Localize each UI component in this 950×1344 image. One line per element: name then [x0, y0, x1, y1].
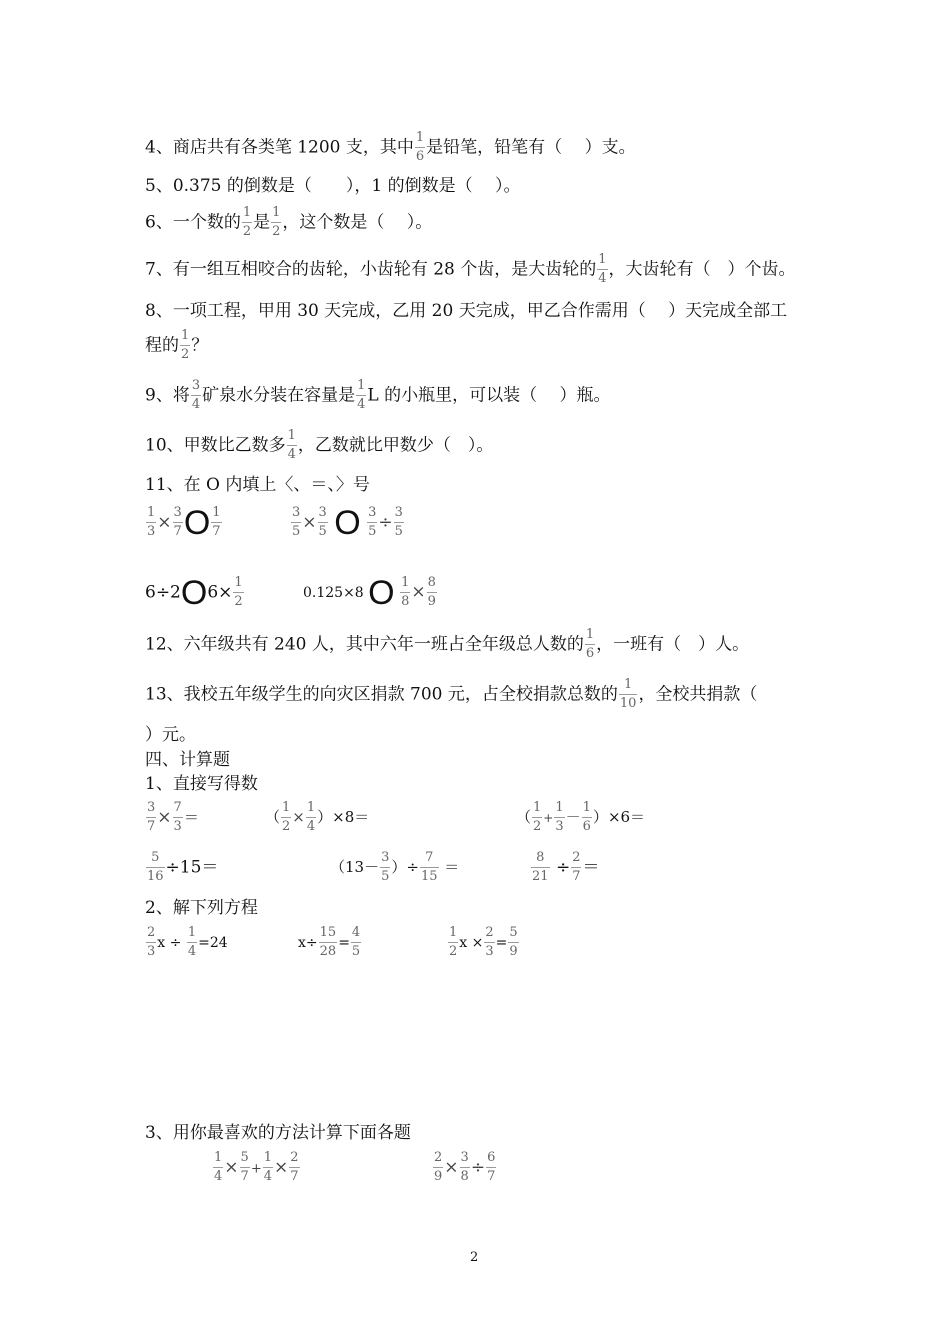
equation-2: x÷ $\frac{15}{28}$ = $\frac{4}{5}$: [298, 925, 361, 960]
q11-expression-4: 0.125×8 O $\frac{1}{8}$ × $\frac{8}{9}$: [303, 573, 436, 612]
question-13-line2: [145, 727, 196, 744]
q11-expression-3: 6÷2O6× $\frac{1}{2}$: [145, 573, 243, 612]
q10-text-a: 10、甲数比乙数多: [145, 435, 286, 456]
calc-5: （13－ $\frac{3}{5}$ ）÷ $\frac{7}{15}$ ＝: [330, 850, 460, 885]
q6-text-mid: 是: [253, 212, 271, 233]
q13-text-line2: ）元。: [145, 725, 196, 745]
q6-fraction-1: $\frac{1}{2}$: [242, 205, 252, 240]
compare-circle[interactable]: O: [183, 503, 211, 542]
q13-fraction: $\frac{1}{10}$: [619, 677, 637, 712]
q10-text-b: ，乙数就比甲数少（ ）。: [297, 435, 494, 456]
subsection-1-title: 1、直接写得数: [145, 774, 258, 794]
q9-text-a: 9、将: [145, 385, 190, 406]
calc-choice-2: $\frac{2}{9}$ × $\frac{3}{8}$ ÷ $\frac{6}{7}$: [434, 1150, 496, 1185]
question-8-line1: [145, 303, 787, 320]
calc-2: （ $\frac{1}{2}$ × $\frac{1}{4}$ ）×8＝: [265, 800, 370, 835]
q9-fraction-2: $\frac{1}{4}$: [357, 378, 366, 413]
q11-text: 11、在 O 内填上〈、＝、〉号: [145, 475, 370, 495]
equation-3: $\frac{1}{2}$ x × $\frac{2}{3}$ = $\frac{5}{9}$: [449, 925, 518, 960]
subsection-3-title: 3、用你最喜欢的方法计算下面各题: [145, 1123, 411, 1143]
q8-text-a: 程的: [145, 335, 179, 356]
subsection-2-title: 2、解下列方程: [145, 898, 258, 918]
q6-text-a: 6、一个数的: [145, 212, 241, 233]
q11-expression-1: $\frac{1}{3}$ × $\frac{3}{7}$ O $\frac{1}{7}$: [147, 503, 221, 542]
calc-6: $\frac{8}{21}$ ÷ $\frac{2}{7}$ ＝: [532, 850, 600, 885]
q13-text-b: ，全校共捐款（: [638, 684, 758, 705]
q7-text-b: ，大齿轮有（ ）个齿。: [608, 259, 796, 280]
q9-text-b: L 的小瓶里，可以装（ ）瓶。: [367, 385, 611, 406]
q7-fraction: $\frac{1}{4}$: [598, 252, 607, 287]
q10-fraction: $\frac{1}{4}$: [287, 428, 296, 463]
question-11: [145, 477, 370, 494]
question-10: [145, 428, 493, 464]
q12-text-a: 12、六年级共有 240 人，其中六年一班占全年级总人数的: [145, 634, 584, 655]
question-13: [145, 677, 757, 713]
q9-fraction-1: $\frac{3}{4}$: [191, 378, 201, 413]
section-title: 四、计算题: [145, 750, 230, 770]
question-7: [145, 252, 796, 288]
page-number: 2: [470, 1250, 479, 1265]
q4-text-b: 是铅笔，铅笔有（ ）支。: [426, 137, 636, 158]
calc-3: （ $\frac{1}{2}$ + $\frac{1}{3}$ － $\frac{1}{6}$ ）×6＝: [516, 800, 646, 835]
q12-fraction: $\frac{1}{6}$: [585, 627, 595, 662]
question-5: [145, 178, 521, 195]
q8-text-b: ？: [191, 335, 209, 356]
q8-text-line1: 8、一项工程，甲用 30 天完成，乙用 20 天完成，甲乙合作需用（ ）天完成全部工: [145, 301, 788, 321]
q8-fraction: $\frac{1}{2}$: [181, 328, 190, 363]
q4-fraction: $\frac{1}{6}$: [415, 130, 425, 165]
compare-circle[interactable]: O: [368, 573, 395, 612]
question-6: [145, 205, 432, 241]
compare-circle[interactable]: O: [334, 503, 361, 542]
q13-text-a: 13、我校五年级学生的向灾区捐款 700 元，占全校捐款总数的: [145, 684, 618, 705]
q5-text: 5、0.375 的倒数是（ ），1 的倒数是（ ）。: [145, 176, 521, 196]
compare-circle[interactable]: O: [180, 573, 208, 612]
question-12: [145, 627, 749, 663]
question-4: [145, 130, 636, 166]
question-8-line2: [145, 328, 208, 364]
calc-choice-1: $\frac{1}{4}$ × $\frac{5}{7}$ + $\frac{1}{4}$ × $\frac{2}{7}$: [214, 1150, 299, 1185]
calc-1: $\frac{3}{7}$ × $\frac{7}{3}$ ＝: [147, 800, 199, 835]
question-9: [145, 378, 611, 414]
q11-expression-2: $\frac{3}{5}$ × $\frac{3}{5}$ O $\frac{3}{5}$ ÷ $\frac{3}{5}$: [292, 503, 403, 542]
q7-text-a: 7、有一组互相咬合的齿轮，小齿轮有 28 个齿，是大齿轮的: [145, 259, 597, 280]
q6-fraction-2: $\frac{1}{2}$: [272, 205, 281, 240]
equation-1: $\frac{2}{3}$ x ÷ $\frac{1}{4}$ =24: [147, 925, 228, 960]
q6-text-b: ，这个数是（ ）。: [282, 212, 433, 233]
q12-text-b: ，一班有（ ）人。: [596, 634, 750, 655]
calc-4: $\frac{5}{16}$ ÷15＝: [147, 850, 219, 885]
q4-text-a: 4、商店共有各类笔 1200 支，其中: [145, 137, 414, 158]
q9-text-mid: 矿泉水分装在容量是: [202, 385, 356, 406]
